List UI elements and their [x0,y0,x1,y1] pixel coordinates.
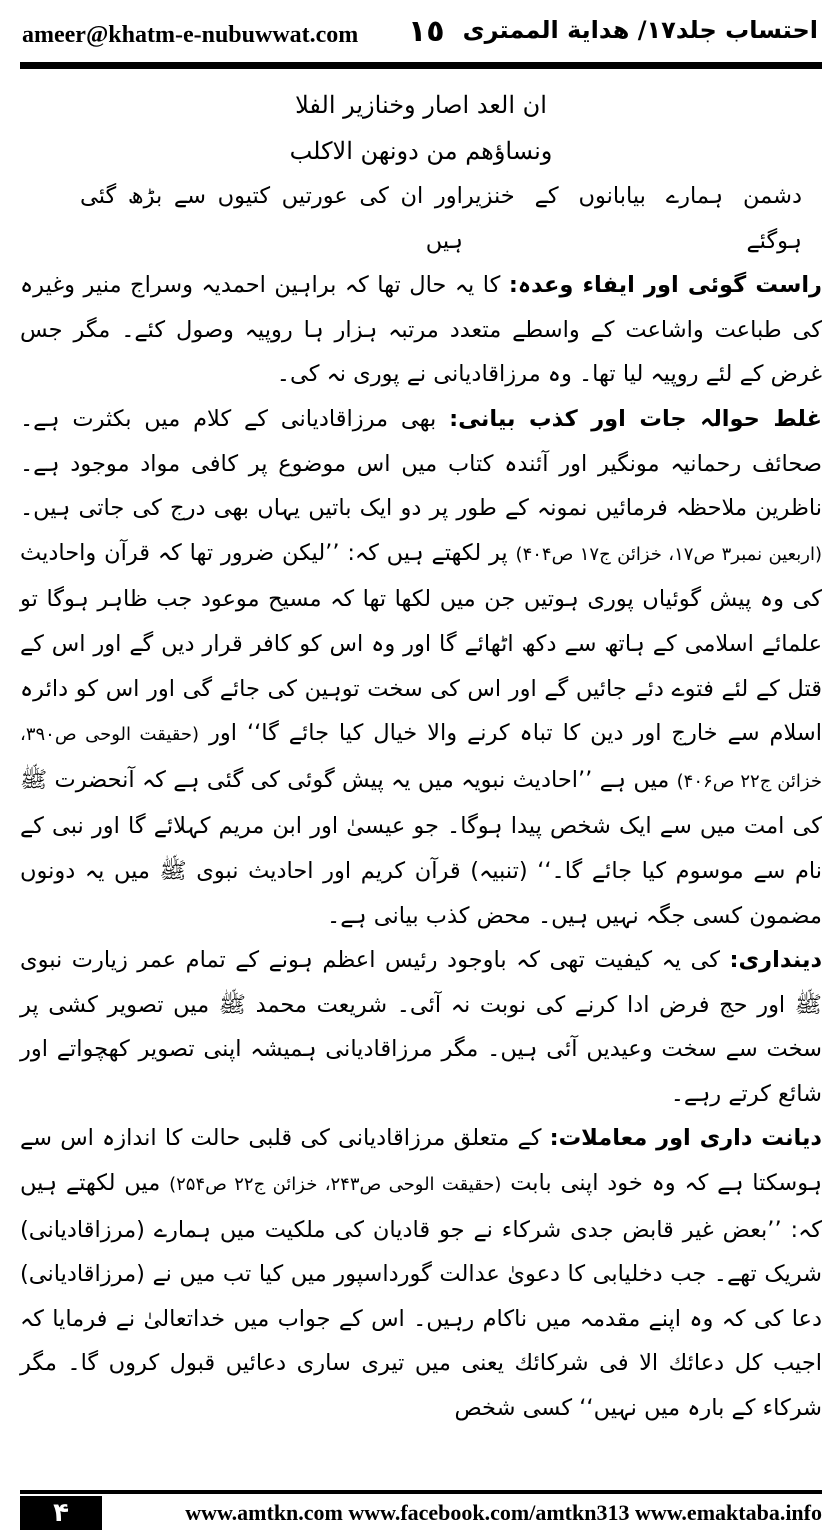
section-heading: راست گوئی اور ایفاء وعدہ: [508,272,823,299]
section-false-references [20,397,822,938]
section-honesty-dealings [20,1116,822,1430]
header-page-number: ١٥ [408,14,445,49]
verse-line-2: ونساؤهم من دونهن الاكلب [289,137,553,165]
footer-page-label: ۴ [20,1496,102,1530]
translation-second-half: اور ان کی عورتیں کتیوں سے بڑھ گئی ہیں [80,183,463,254]
section-text: کے متعلق مرزاقادیانی کی قلبی حالت کا اندازہ اس سے ہوسکتا ہے کہ وہ خود اپنی بابت [20,1125,823,1197]
section-text: کا یہ حال تھا کہ براہین احمدیہ وسراج منیر وغیرہ کی طباعت واشاعت کے واسطے متعدد مرتبہ ہزار ہا روپیہ وصول کئے۔ مگر جس غرض کے لئے روپیہ لیا تھا۔ وہ مرزاقادیانی نے پوری نہ کی۔ [20,272,822,388]
footer-website-links[interactable]: www.amtkn.com www.facebook.com/amtkn313 www.emaktaba.info [185,1500,822,1525]
verse-translation [20,174,822,263]
section-text: بھی مرزاقادیانی کے کلام میں بکثرت ہے۔ صحائف رحمانیہ مونگیر اور آئندہ کتاب میں اس موضوع پر کافی مواد موجود ہے۔ ناظرین ملاحظہ فرمائیں نمونہ کے طور پر دو ایک باتیں یہاں بھی درج کی جاتی ہیں۔ [20,405,822,522]
header-book-title: احتساب جلد۱۷/ هداية الممترى [462,16,818,44]
section-heading: دینداری: [729,947,822,974]
header-rule [20,62,822,69]
footer-rule [20,1490,822,1494]
page-footer [20,1490,822,1530]
reference-citation: (حقیقت الوحی ص۳۹۰، خزائن ج۲۲ ص۴۰۶) [20,724,822,792]
quotation: میں ہے ’’احادیث نبویہ میں یہ پیش گوئی کی گئی ہے کہ آنحضرت ﷺ کی امت میں سے ایک شخص پیدا ہوگا۔ جو عیسیٰ اور ابن مریم کہلائے گا اور نبی کے نام سے موسوم کیا جائے گا۔‘‘ (تنبیہ) قرآن کریم اور احادیث نبوی ﷺ میں یہ دونوں مضمون کسی جگہ نہیں ہیں۔ محض کذب بیانی ہے۔ [20,766,822,929]
verse-line-1: ان العد اصار وخنازير الفلا [295,91,547,119]
section-heading: غلط حوالہ جات اور کذب بیانی: [449,405,822,432]
reference-citation: (حقیقت الوحی ص۲۴۳، خزائن ج۲۲ ص۲۵۴) [169,1174,502,1196]
quotation: میں لکھتے ہیں کہ: ’’بعض غیر قابض جدی شرکاء نے جو قادیان کی ملکیت میں ہمارے (مرزاقادیانی) شریک تھے۔ جب دخلیابی کا دعویٰ عدالت گورداسپور میں کیا تب میں نے (مرزاقادیانی) دعا کی کہ وہ اپنے مقدمہ میں ناکام رہیں۔ اس کے جواب میں خداتعالیٰ نے فرمایا کہ اجیب کل دعائك الا فی شرکائك یعنی میں تیری ساری دعائیں قبول کروں گا۔ مگر شرکاء کے بارہ میں نہیں‘‘ کسی شخص [20,1170,822,1422]
section-heading: دیانت داری اور معاملات: [549,1125,822,1152]
page-header [0,0,840,62]
quotation: پر لکھتے ہیں کہ: ’’لیکن ضرور تھا کہ قرآن واحادیث کی وہ پیش گوئیاں پوری ہوتیں جن میں لکھا تھا کہ مسیح موعود جب ظاہر ہوگا تو علمائے اسلامی کے ہاتھ سے دکھ اٹھائے گا اور وہ اس کو کافر قرار دیں گے اور اس کے قتل کے لئے فتوے دئے جائیں گے اور اس کی سخت توہین کی جائے گی اور اس کو دائرہ اسلام سے خارج اور دین کا تباہ کرنے والا خیال کیا جائے گا‘‘ اور [20,539,822,747]
page-body [20,82,822,1431]
section-truthfulness [20,263,822,397]
section-text: کی یہ کیفیت تھی کہ باوجود رئیس اعظم ہونے کے تمام عمر زیارت نبوی ﷺ اور حج فرض ادا کرنے کی نوبت نہ آئی۔ شریعت محمد ﷺ میں تصویر کشی پر سخت سے سخت وعیدیں آئی ہیں۔ مگر مرزاقادیانی ہمیشہ اپنی تصویر کھچواتے اور شائع کرتے رہے۔ [20,947,822,1107]
section-piety [20,938,822,1116]
reference-citation: (اربعین نمبر۳ ص۱۷، خزائن ج۱۷ ص۴۰۴) [515,543,823,565]
header-email[interactable]: ameer@khatm-e-nubuwwat.com [22,22,359,48]
translation-first-half: دشمن ہمارے بیابانوں کے خنزیر ہوگئے [462,183,802,254]
